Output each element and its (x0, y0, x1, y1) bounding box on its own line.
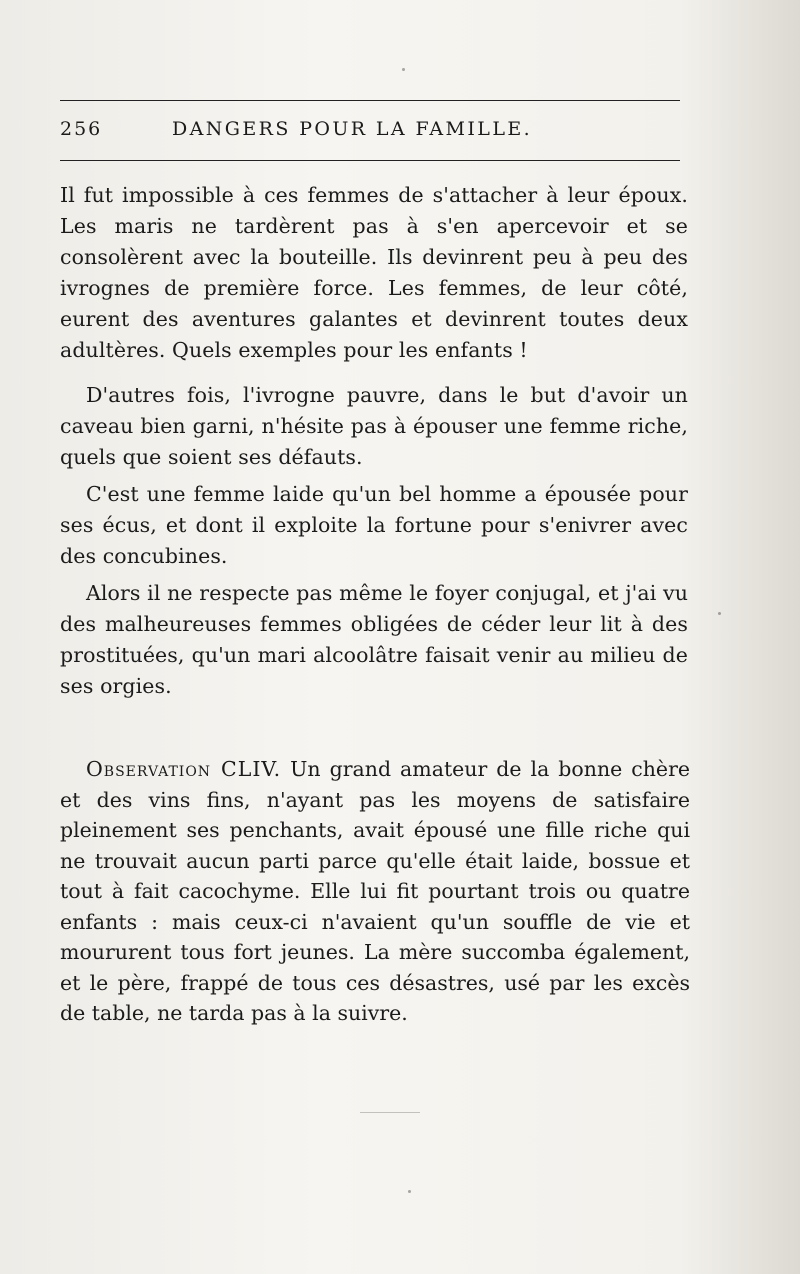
header-rule-bottom (60, 160, 680, 161)
paragraph-3: C'est une femme laide qu'un bel homme a épousée pour ses écus, et dont il exploite la fortune pour s'enivrer avec des concubines. (60, 482, 688, 568)
running-head-title: DANGERS POUR LA FAMILLE. (172, 118, 533, 140)
observation-text: Un grand amateur de la bonne chère et des vins fins, n'ayant pas les moyens de satisfaire pleinement ses penchants, avait épousé une fille riche qui ne trouvait aucun parti parce qu'elle était laide, bossue et tout à fait cacochyme. Elle lui fit pourtant trois ou quatre enfants : mais ceux-ci n'avaient qu'un souffle de vie et moururent tous fort jeunes. La mère succomba également, et le père, frappé de tous ces désastres, usé par les excès de table, ne tarda pas à la suivre. (60, 757, 690, 1025)
header-rule-top (60, 100, 680, 101)
paragraph-1: Il fut impossible à ces femmes de s'attacher à leur époux. Les maris ne tardèrent pas à s'en apercevoir et se consolèrent avec la bouteille. Ils devinrent peu à peu des ivrognes de première force. Les femmes, de leur côté, eurent des aventures galantes et devinrent toutes deux adultères. Quels exemples pour les enfants ! (60, 183, 688, 362)
observation-label: Observation CLIV. (86, 757, 282, 781)
paragraph-4: Alors il ne respecte pas même le foyer conjugal, et j'ai vu des malheureuses femmes obligées de céder leur lit à des prostituées, qu'un mari alcoolâtre faisait venir au milieu de ses orgies. (60, 581, 688, 698)
page-number: 256 (60, 118, 103, 140)
running-head (60, 112, 680, 152)
paper-speck (408, 1190, 411, 1193)
bleed-through-footnote-rule (360, 1112, 420, 1113)
paper-speck (718, 612, 721, 615)
main-text (60, 180, 688, 702)
paper-speck (402, 68, 405, 71)
paragraph-2: D'autres fois, l'ivrogne pauvre, dans le but d'avoir un caveau bien garni, n'hésite pas à épouser une femme riche, quels que soient ses défauts. (60, 383, 688, 469)
observation-block (60, 754, 690, 1029)
observation-paragraph (60, 754, 690, 1029)
